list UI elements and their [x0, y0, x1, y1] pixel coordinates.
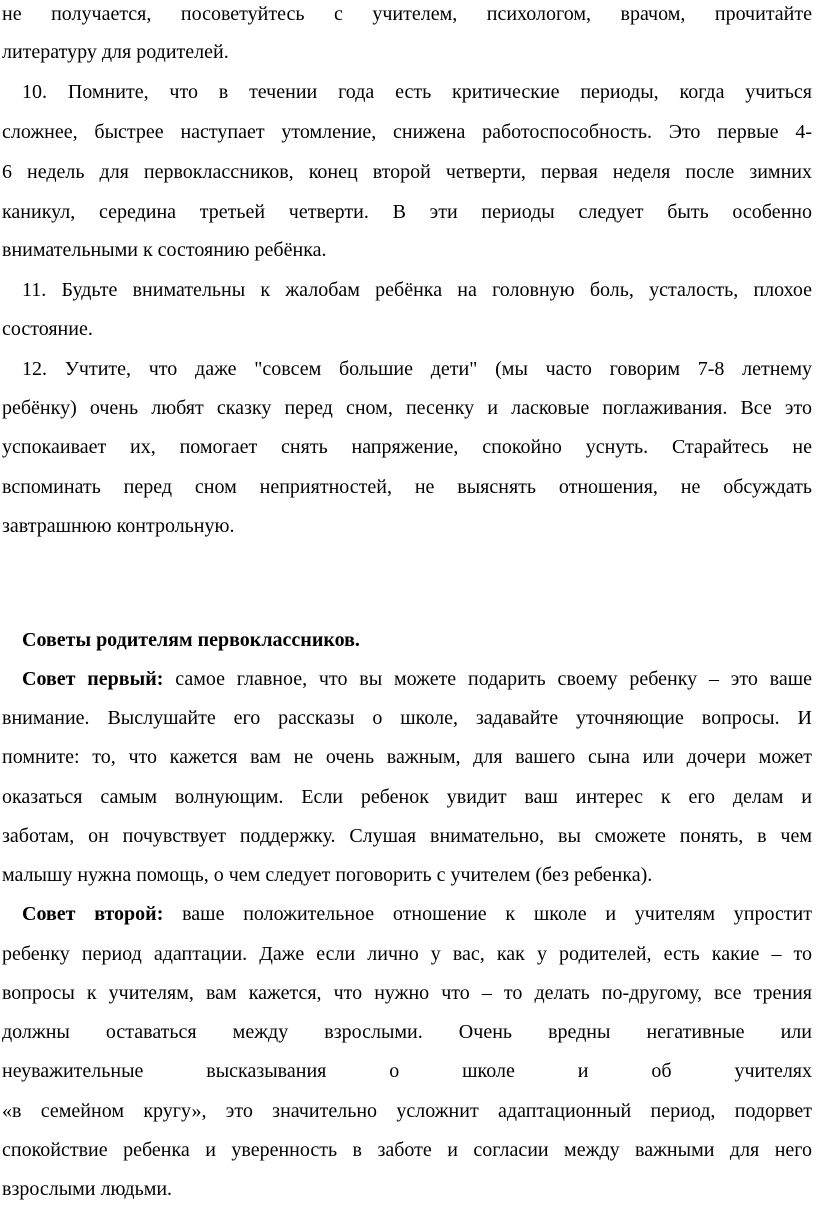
paragraph-line: внимание. Выслушайте его рассказы о школе, задавайте уточняющие вопросы. И — [2, 707, 812, 729]
paragraph-line: ребёнку) очень любят сказку перед сном, песенку и ласковые поглаживания. Все это — [2, 397, 812, 419]
paragraph-line: взрослыми людьми. — [2, 1178, 173, 1200]
paragraph-line: Совет второй: ваше положительное отношение к школе и учителям упростит — [22, 903, 812, 925]
paragraph-line: литературу для родителей. — [2, 41, 229, 63]
paragraph-line: оказаться самым волнующим. Если ребенок увидит ваш интерес к его делам и — [2, 786, 812, 808]
paragraph-line: внимательными к состоянию ребёнка. — [2, 239, 327, 261]
paragraph-line: малышу нужна помощь, о чем следует поговорить с учителем (без ребенка). — [2, 864, 653, 886]
section-heading: Советы родителям первоклассников. — [22, 629, 360, 651]
paragraph-line: завтрашнюю контрольную. — [2, 515, 235, 537]
advice-label: Совет первый: — [22, 668, 164, 690]
paragraph-line: сложнее, быстрее наступает утомление, снижена работоспособность. Это первые 4- — [2, 121, 812, 143]
paragraph-line: вспоминать перед сном неприятностей, не выяснять отношения, не обсуждать — [2, 476, 812, 498]
paragraph-line: «в семейном кругу», это значительно усложнит адаптационный период, подорвет — [2, 1100, 812, 1122]
paragraph-line: 12. Учтите, что даже "совсем большие дети" (мы часто говорим 7-8 летнему — [22, 358, 812, 380]
paragraph-line: помните: то, что кажется вам не очень важным, для вашего сына или дочери может — [2, 746, 812, 768]
paragraph-line: состояние. — [2, 318, 93, 340]
advice-label: Совет второй: — [22, 903, 164, 925]
paragraph-line: 6 недель для первоклассников, конец второй четверти, первая неделя после зимних — [2, 161, 812, 183]
paragraph-line: заботам, он почувствует поддержку. Слушая внимательно, вы сможете понять, в чем — [2, 825, 812, 847]
paragraph-line: неуважительные высказывания о школе и об учителях — [2, 1060, 812, 1082]
paragraph-line: 11. Будьте внимательны к жалобам ребёнка на головную боль, усталость, плохое — [22, 279, 812, 301]
paragraph-line: успокаивает их, помогает снять напряжение, спокойно уснуть. Старайтесь не — [2, 436, 812, 458]
paragraph-line: ребенку период адаптации. Даже если лично у вас, как у родителей, есть какие – то — [2, 943, 812, 965]
paragraph-line: должны оставаться между взрослыми. Очень вредны негативные или — [2, 1021, 812, 1043]
paragraph-line: каникул, середина третьей четверти. В эти периоды следует быть особенно — [2, 201, 812, 223]
paragraph-line: Совет первый: самое главное, что вы можете подарить своему ребенку – это ваше — [22, 668, 812, 690]
paragraph-line: спокойствие ребенка и уверенность в заботе и согласии между важными для него — [2, 1139, 812, 1161]
paragraph-line: не получается, посоветуйтесь с учителем, психологом, врачом, прочитайте — [2, 3, 812, 25]
paragraph-line: вопросы к учителям, вам кажется, что нужно что – то делать по-другому, все трения — [2, 982, 812, 1004]
paragraph-line: 10. Помните, что в течении года есть критические периоды, когда учиться — [22, 81, 812, 103]
